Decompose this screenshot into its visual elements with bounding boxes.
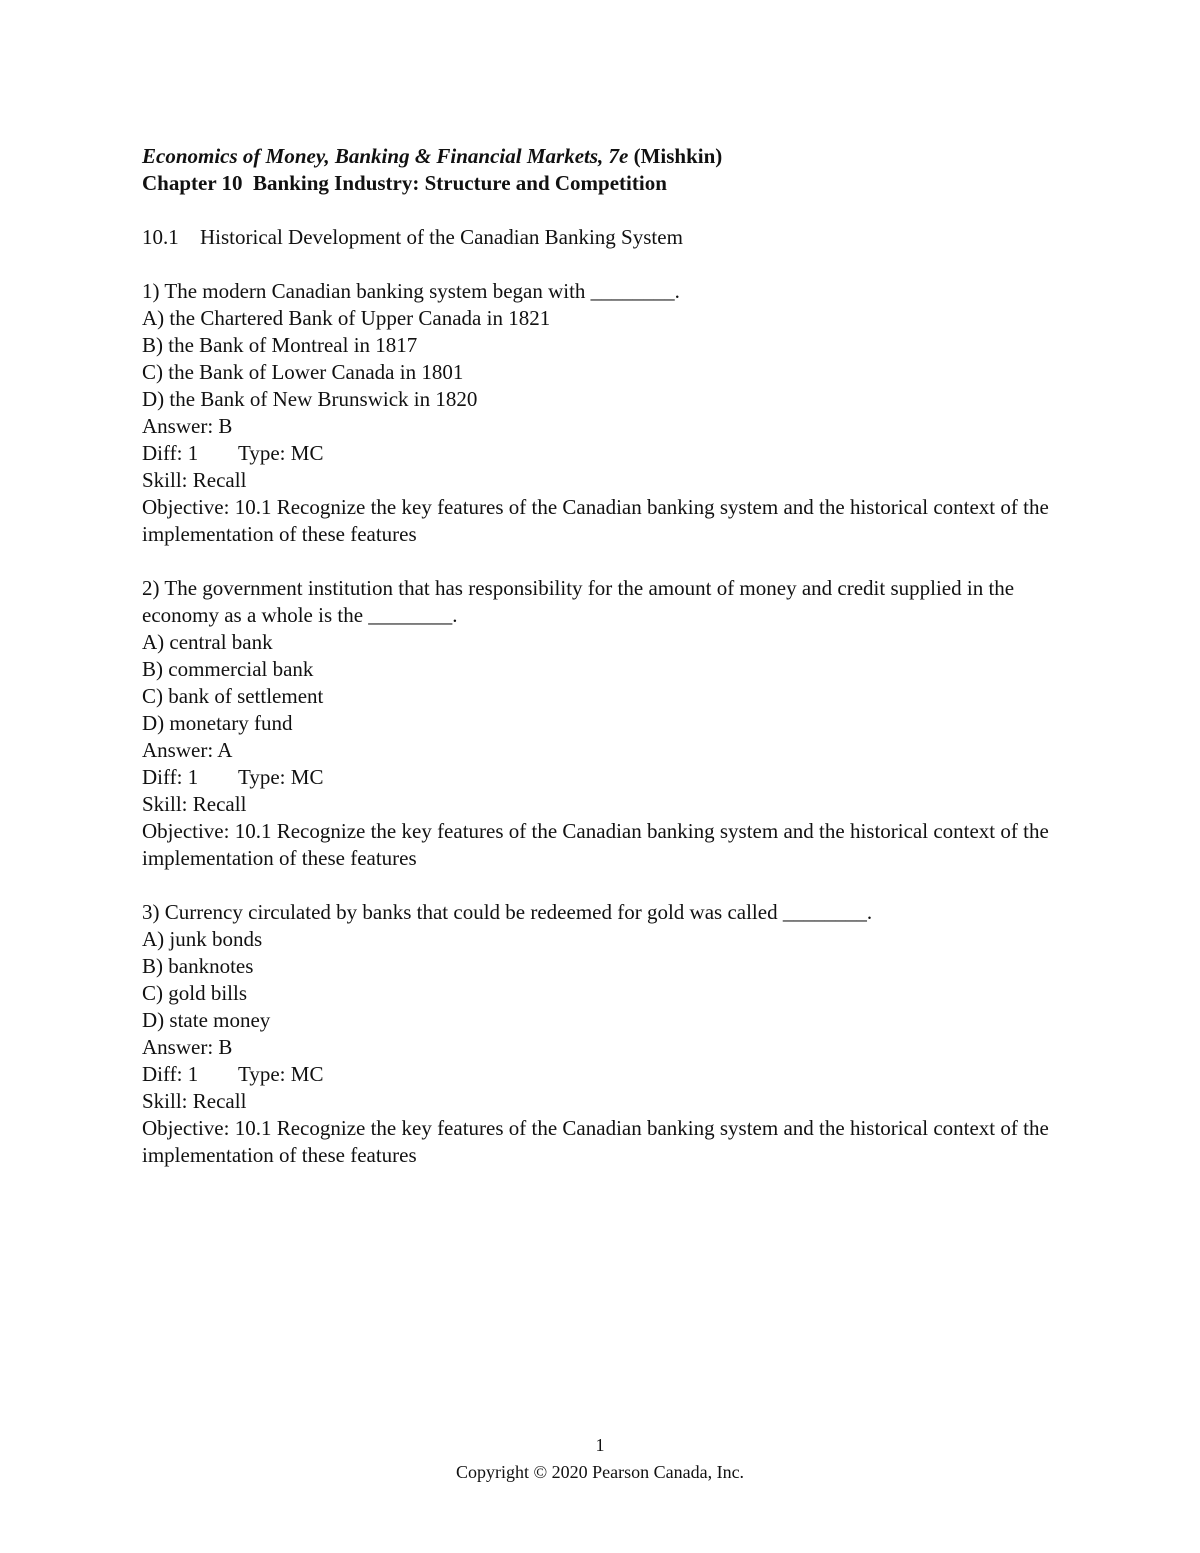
book-title: Economics of Money, Banking & Financial Markets, 7e [142,144,629,168]
question-type: Type: MC [238,765,324,789]
option-b: B) banknotes [142,954,254,978]
chapter-title: Banking Industry: Structure and Competition [253,171,667,195]
option-a: A) central bank [142,630,273,654]
section-title: Historical Development of the Canadian Banking System [200,225,683,249]
diff-type-line [142,440,1072,467]
book-author: (Mishkin) [633,144,723,168]
skill: Skill: Recall [142,792,247,816]
question-type: Type: MC [238,441,324,465]
option-d: D) the Bank of New Brunswick in 1820 [142,387,478,411]
answer: Answer: A [142,738,233,762]
option-c: C) the Bank of Lower Canada in 1801 [142,360,464,384]
question-stem: 1) The modern Canadian banking system began with ________. [142,279,680,303]
skill: Skill: Recall [142,468,247,492]
objective: Objective: 10.1 Recognize the key features of the Canadian banking system and the historical context of the implementation of these features [142,495,1049,546]
page-content [142,143,1072,1169]
question-type: Type: MC [238,1062,324,1086]
answer: Answer: B [142,414,233,438]
chapter-number: Chapter 10 [142,171,243,195]
question-3 [142,899,1072,1169]
question-1 [142,278,1072,548]
copyright-notice: Copyright © 2020 Pearson Canada, Inc. [455,1462,745,1482]
option-c: C) gold bills [142,981,248,1005]
option-c: C) bank of settlement [142,684,324,708]
question-stem: 3) Currency circulated by banks that could be redeemed for gold was called ________. [142,900,873,924]
option-d: D) state money [142,1008,271,1032]
book-title-line [142,143,1072,170]
option-a: A) junk bonds [142,927,263,951]
skill: Skill: Recall [142,1089,247,1113]
chapter-heading [142,170,1072,197]
section-number: 10.1 [142,225,179,249]
diff-type-line [142,764,1072,791]
option-b: B) commercial bank [142,657,314,681]
section-heading [142,224,1072,251]
diff-type-line [142,1061,1072,1088]
option-b: B) the Bank of Montreal in 1817 [142,333,418,357]
objective: Objective: 10.1 Recognize the key features of the Canadian banking system and the historical context of the implementation of these features [142,1116,1049,1167]
difficulty: Diff: 1 [142,1062,199,1086]
page-number: 1 [595,1435,605,1455]
option-a: A) the Chartered Bank of Upper Canada in 1821 [142,306,551,330]
option-d: D) monetary fund [142,711,293,735]
question-stem: 2) The government institution that has responsibility for the amount of money and credit supplied in the economy as a whole is the ________. [142,576,1015,627]
difficulty: Diff: 1 [142,441,199,465]
objective: Objective: 10.1 Recognize the key features of the Canadian banking system and the historical context of the implementation of these features [142,819,1049,870]
answer: Answer: B [142,1035,233,1059]
question-2 [142,575,1072,872]
difficulty: Diff: 1 [142,765,199,789]
